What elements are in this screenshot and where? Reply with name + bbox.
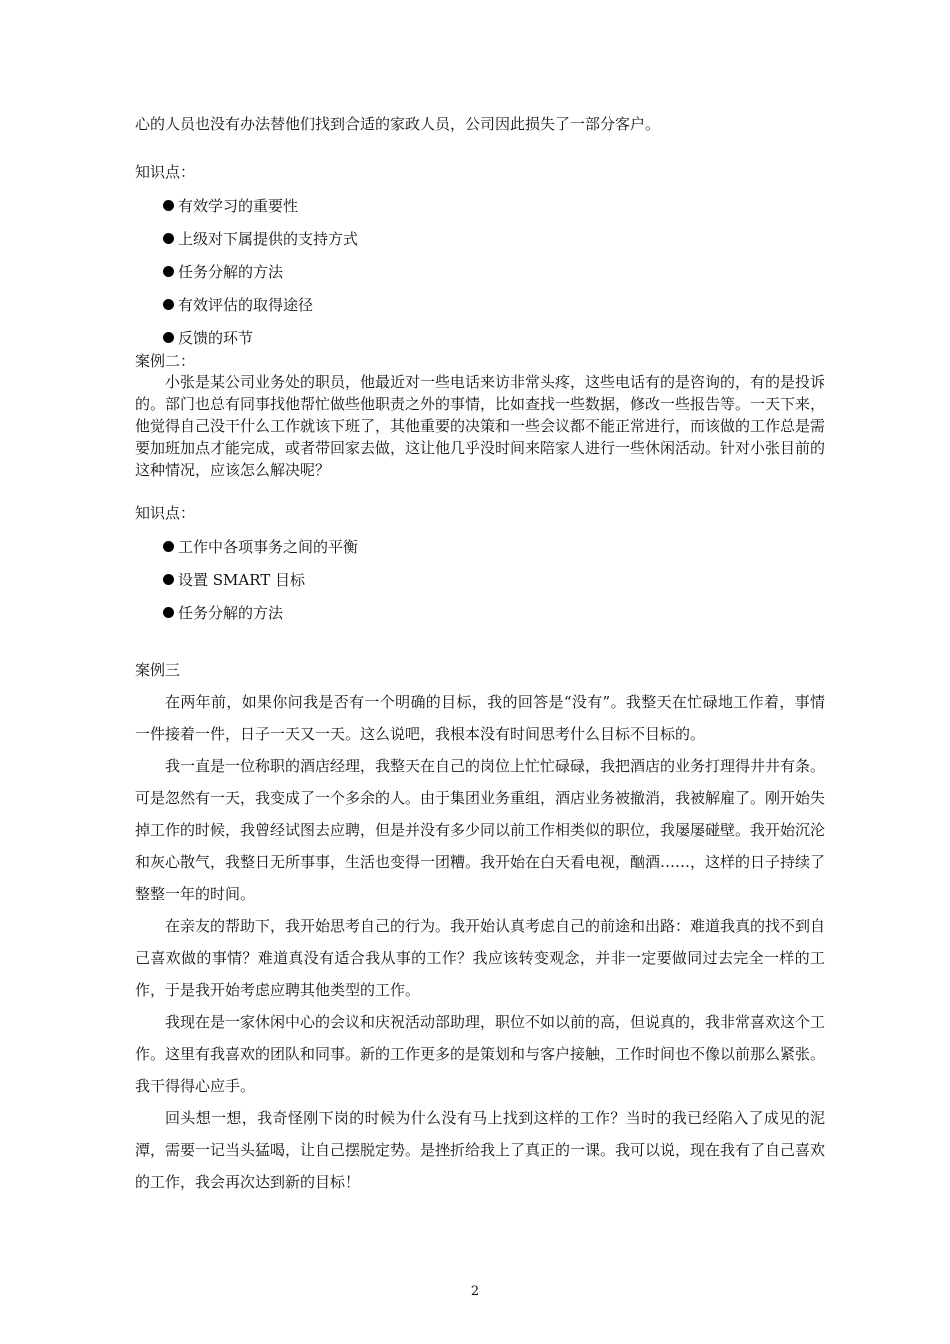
case-three-paragraph-4: 我现在是一家休闲中心的会议和庆祝活动部助理，职位不如以前的高，但说真的，我非常喜欢这个工作。这里有我喜欢的团队和同事。新的工作更多的是策划和与客户接触，工作时间也不像以前那么紧张。我干得得心应手。 [135,1013,826,1095]
bullet-dot-icon [163,200,174,211]
list-item: 有效评估的取得途径 [135,293,825,326]
knowledge-points-label-1: 知识点： [135,163,196,181]
case-three-paragraph-2: 我一直是一位称职的酒店经理，我整天在自己的岗位上忙忙碌碌，我把酒店的业务打理得井井有条。可是忽然有一天，我变成了一个多余的人。由于集团业务重组，酒店业务被撤消，我被解雇了。刚开始失掉工作的时候，我曾经试图去应聘，但是并没有多少同以前工作相类似的职位，我屡屡碰壁。我开始沉沦和灰心散气，我整日无所事事，生活也变得一团糟。我开始在白天看电视，酗酒……，这样的日子持续了整整一年的时间。 [135,757,826,903]
knowledge-points-label-2: 知识点： [135,504,196,522]
list-item: 设置 SMART 目标 [135,568,825,601]
case-three-paragraph-1: 在两年前，如果你问我是否有一个明确的目标，我的回答是“没有”。我整天在忙碌地工作着，事情一件接着一件，日子一天又一天。这么说吧，我根本没有时间思考什么目标不目标的。 [135,693,825,743]
knowledge-points-list-2 [135,535,825,634]
knowledge-points-list-1 [135,194,825,351]
case-three-title: 案例三 [135,661,181,679]
list-item: 反馈的环节 [135,326,825,351]
page-content [135,112,825,1198]
list-item: 上级对下属提供的支持方式 [135,227,825,260]
case-three-paragraph-5: 回头想一想，我奇怪刚下岗的时候为什么没有马上找到这样的工作？当时的我已经陷入了成见的泥潭，需要一记当头猛喝，让自己摆脱定势。是挫折给我上了真正的一课。我可以说，现在我有了自己喜欢的工作，我会再次达到新的目标！ [135,1109,826,1191]
list-item: 有效学习的重要性 [135,194,825,227]
list-item: 任务分解的方法 [135,260,825,293]
list-item: 任务分解的方法 [135,601,825,634]
case-three-paragraph-3: 在亲友的帮助下，我开始思考自己的行为。我开始认真考虑自己的前途和出路：难道我真的找不到自己喜欢做的事情？难道真没有适合我从事的工作？我应该转变观念，并非一定要做同过去完全一样的工作，于是我开始考虑应聘其他类型的工作。 [135,917,826,999]
page-number: 2 [470,1284,480,1299]
bullet-dot-icon [163,332,174,343]
case-two-body: 小张是某公司业务处的职员，他最近对一些电话来访非常头疼，这些电话有的是咨询的，有的是投诉的。部门也总有同事找他帮忙做些他职责之外的事情，比如查找一些数据，修改一些报告等。一天下来，他觉得自己没干什么工作就该下班了，其他重要的决策和一些会议都不能正常进行，而该做的工作总是需要加班加点才能完成，或者带回家去做，这让他几乎没时间来陪家人进行一些休闲活动。针对小张目前的这种情况，应该怎么解决呢？ [135,373,826,479]
bullet-dot-icon [163,574,174,585]
bullet-dot-icon [163,266,174,277]
intro-line: 心的人员也没有办法替他们找到合适的家政人员，公司因此损失了一部分客户。 [135,115,661,133]
bullet-dot-icon [163,607,174,618]
bullet-dot-icon [163,233,174,244]
case-two-title: 案例二： [135,352,196,370]
bullet-dot-icon [163,541,174,552]
bullet-dot-icon [163,299,174,310]
list-item: 工作中各项事务之间的平衡 [135,535,825,568]
